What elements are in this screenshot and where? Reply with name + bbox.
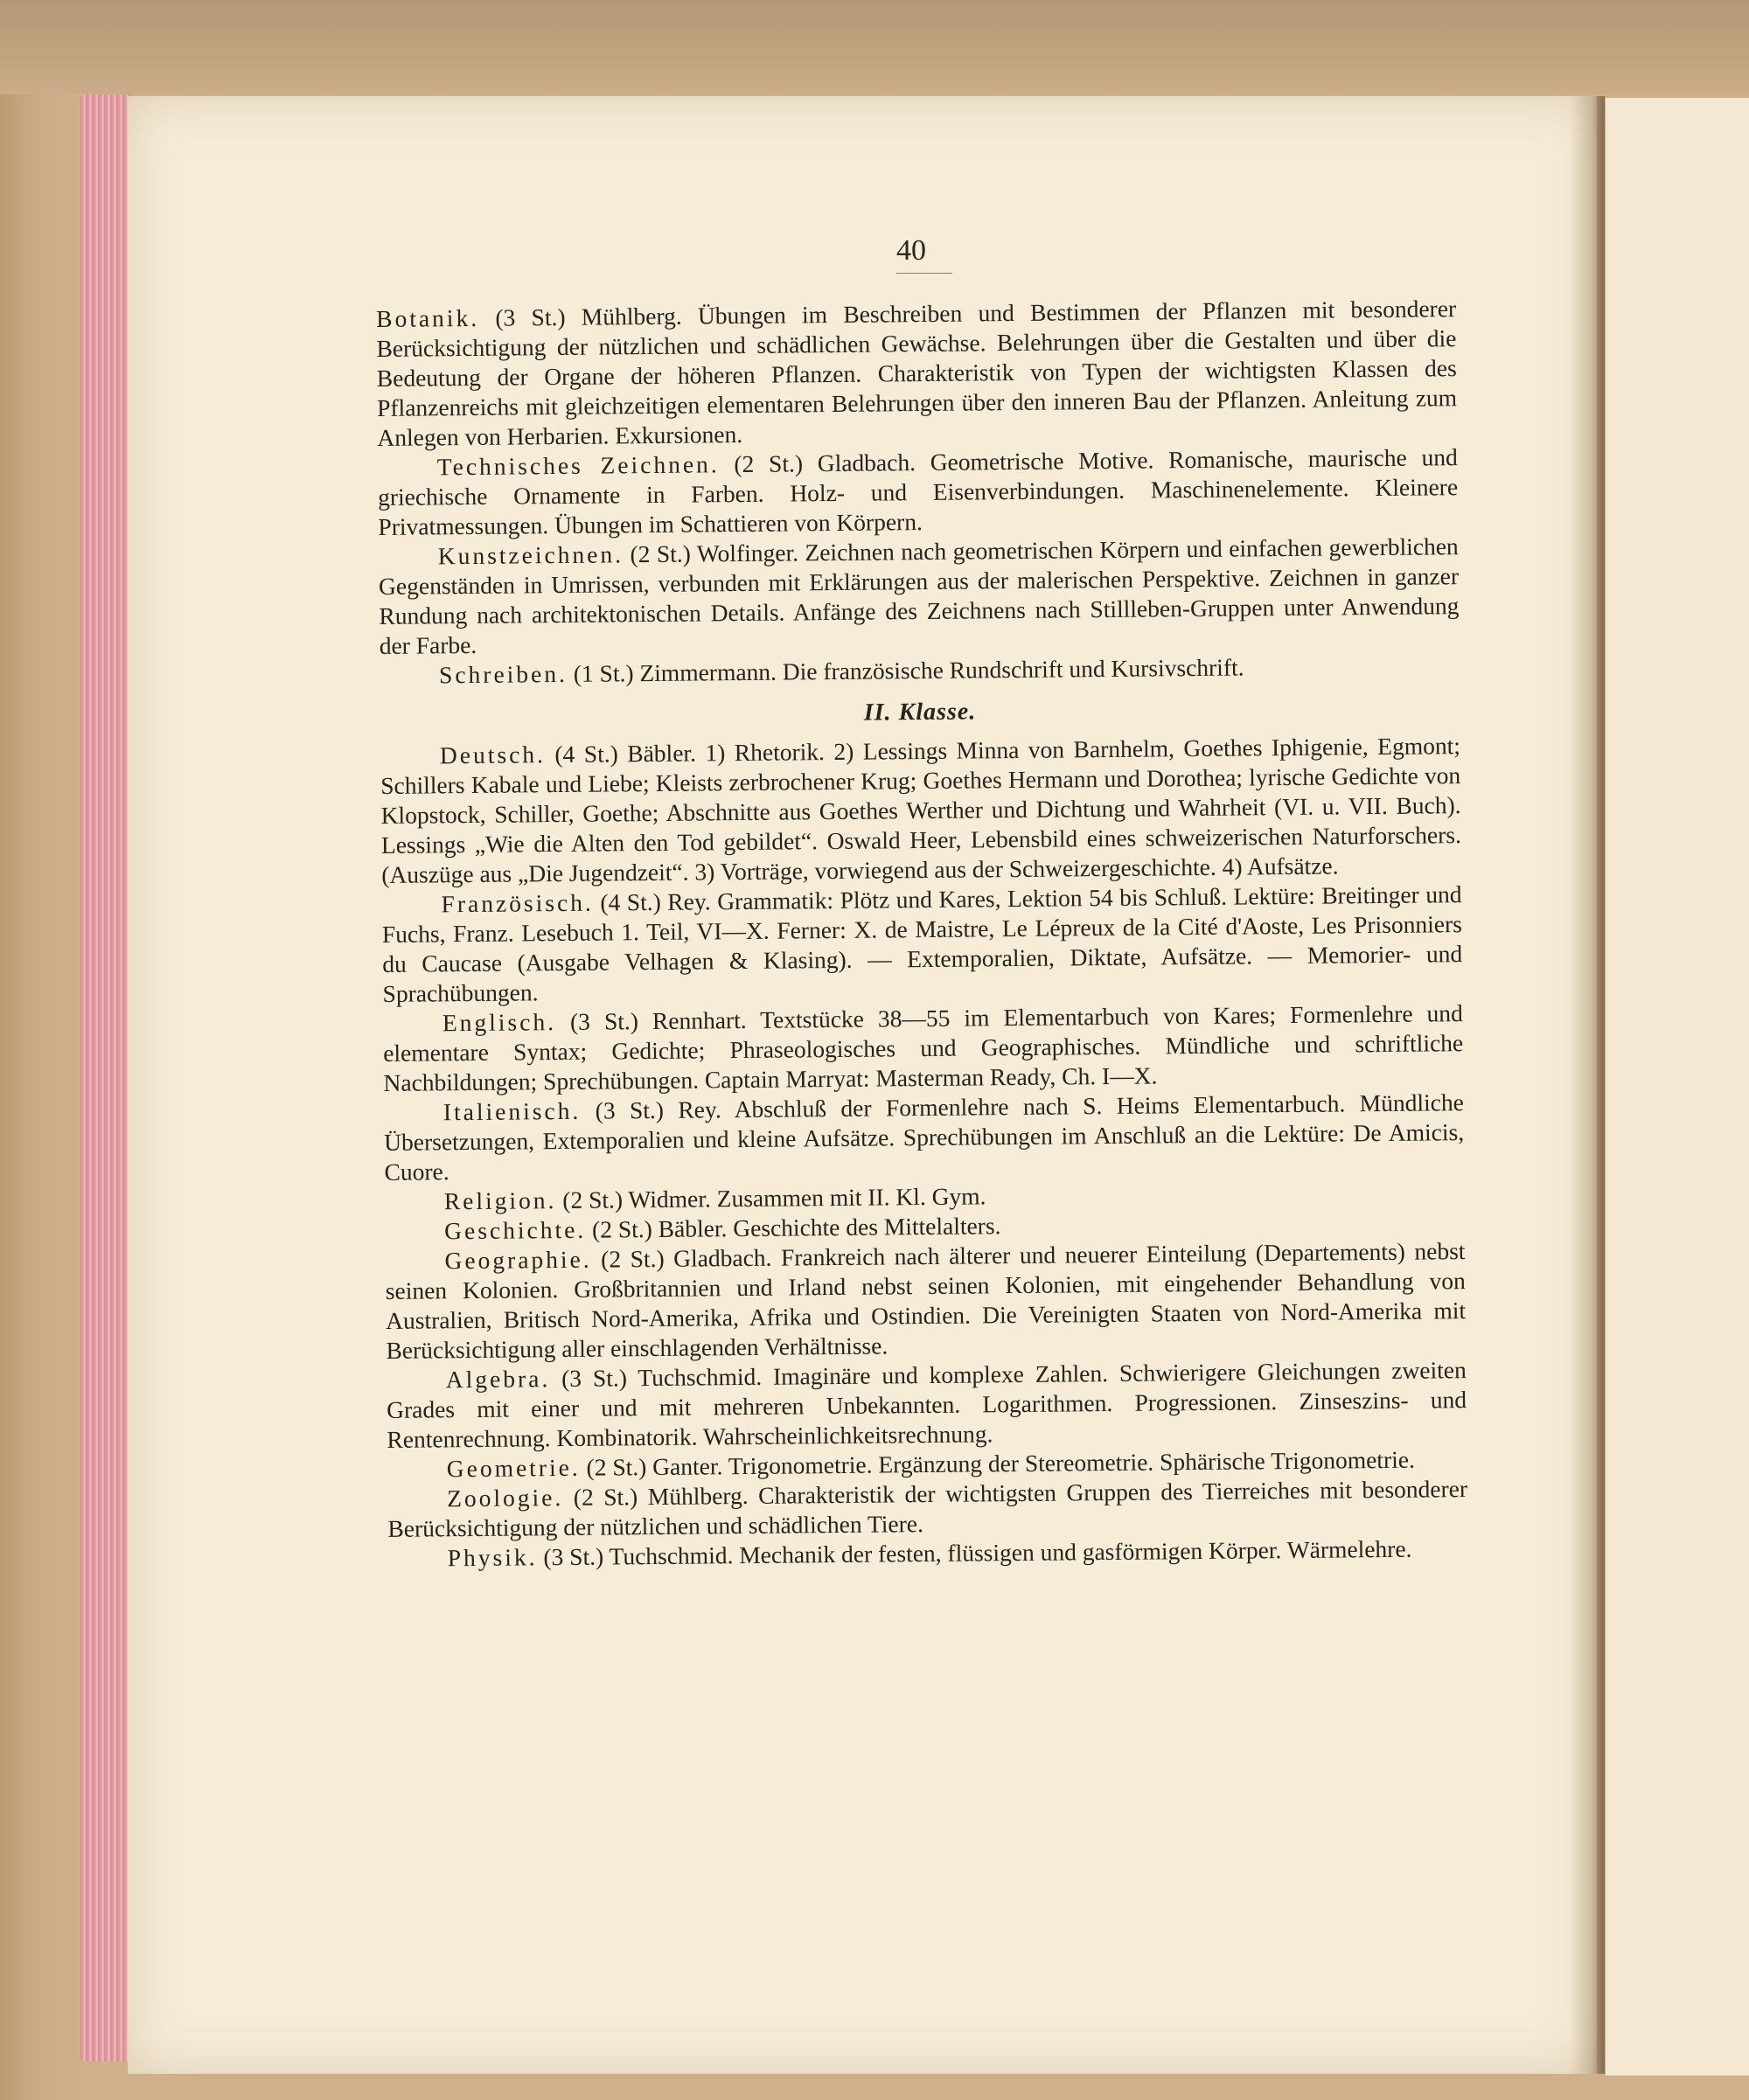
paragraph-text: (2 St.) Gladbach. Frankreich nach älterer und neuerer Einteilung (Departements) nebst seinen Kolonien. Großbritannien und Irland nebst seinen Kolonien, mit eingehender Behandlung von Australien, Britisch Nord-Amerika, Afrika und Ostindien. Die Vereinigten Staaten von Nord-Amerika mit Berücksichtigung aller einschlagenden Verhältnisse. [385,1237,1467,1364]
subject-name: Religion. [443,1186,557,1215]
paragraph-text: (4 St.) Bäbler. 1) Rhetorik. 2) Lessings Minna von Barnhelm, Goethes Iphigenie, Egmont; Schillers Kabale und Liebe; Kleists zerbrochener Krug; Goethes Hermann und Dorothea; lyrische Gedichte von Klopstock, Schiller, Goethe; Abschnitte aus Goethes Werther und Dichtung und Wahrheit (VI. u. VII. Buch). Lessings „Wie die Alten den Tod gebildet“. Oswald Heer, Lebensbild eines schweizerischen Naturforschers. (Auszüge aus „Die Jugendzeit“. 3) Vorträge, vorwiegend aus der Schweizergeschichte. 4) Aufsätze. [380,732,1462,888]
paragraph-text: (2 St.) Bäbler. Geschichte des Mittelalters. [586,1212,1001,1243]
paragraph-italienisch [384,1088,1465,1187]
paragraph-text: (3 St.) Rey. Abschluß der Formenlehre nach S. Heims Elementarbuch. Mündliche Übersetzungen, Extemporalien und kleine Aufsätze. Sprechübungen im Anschluß an die Lektüre: De Amicis, Cuore. [384,1088,1465,1186]
subject-name: Algebra. [445,1365,551,1394]
subject-name: Italienisch. [442,1096,582,1126]
paragraph-text: (3 St.) Mühlberg. Übungen im Beschreiben und Bestimmen der Pflanzen mit besonderer Berücksichtigung der nützlichen und schädlichen Gewächse. Belehrungen über die Gestalten und über die Bedeutung der Organe der höheren Pflanzen. Charakteristik von Typen der wichtigsten Klassen des Pflanzenreichs mit gleichzeitigen elementaren Belehrungen über den inneren Bau der Pflanzen. Anleitung zum Anlegen von Herbarien. Exkursionen. [376,295,1458,451]
paragraph-text: (1 St.) Zimmermann. Die französische Rundschrift und Kursivschrift. [567,653,1244,687]
paragraph-text: (2 St.) Ganter. Trigonometrie. Ergänzung der Stereometrie. Sphärische Trigonometrie. [580,1445,1416,1481]
paragraph-text: (2 St.) Mühlberg. Charakteristik der wichtigsten Gruppen des Tierreiches mit besonderer Berücksichtigung der nützlichen und schädlichen Tiere. [387,1475,1468,1542]
paragraph-zoologie [387,1474,1468,1544]
subject-name: Englisch. [442,1008,557,1037]
paragraph-text: (3 St.) Tuchschmid. Imaginäre und komplexe Zahlen. Schwierigere Gleichungen zweiten Grades mit einer und mit mehreren Unbekannten. Logarithmen. Progressionen. Zinseszins- und Rentenrechnung. Kombinatorik. Wahrscheinlichkeitsrechnung. [386,1356,1467,1453]
page-number: 40 [896,234,952,274]
paragraph-deutsch [380,731,1462,890]
subject-name: Physik. [447,1543,538,1572]
paragraph-algebra [387,1355,1467,1455]
subject-name: Französisch. [441,888,594,918]
paragraph-text: (3 St.) Tuchschmid. Mechanik der festen, flüssigen und gasförmigen Körper. Wärmelehre. [537,1534,1412,1571]
subject-name: Kunstzeichnen. [437,540,624,570]
page-body [376,294,1468,1574]
second-class-section [380,731,1468,1574]
first-class-section [376,294,1460,691]
paragraph-botanik [376,294,1458,453]
page-edge-red [80,94,131,2062]
paragraph-technisches-zeichnen [378,442,1459,542]
paragraph-englisch [383,998,1464,1098]
subject-name: Geographie. [444,1245,592,1275]
subject-name: Botanik. [376,303,480,332]
subject-name: Schreiben. [438,659,568,689]
paragraph-text: (2 St.) Wolfinger. Zeichnen nach geometrischen Körpern und einfachen gewerblichen Gegenständen in Umrissen, verbunden mit Erklärungen aus der malerischen Perspektive. Zeichnen in ganzer Rundung nach architektonischen Details. Anfänge des Zeichnens nach Stillleben-Gruppen unter Anwendung der Farbe. [378,532,1460,659]
facing-page-edge [1606,98,1749,2076]
paragraph-text: (2 St.) Gladbach. Geometrische Motive. Romanische, maurische und griechische Ornamente in Farben. Holz- und Eisenverbindungen. Maschinenelemente. Kleinere Privatmessungen. Übungen im Schattieren von Körpern. [377,443,1459,540]
paragraph-text: (4 St.) Rey. Grammatik: Plötz und Kares, Lektion 54 bis Schluß. Lektüre: Breitinger und Fuchs, Franz. Lesebuch 1. Teil, VI—X. Ferner: X. de Maistre, Le Lépreux de la Cité d'Aoste, Les Prisonniers du Caucase (Ausgabe Velhagen & Klasing). — Extemporalien, Diktate, Aufsätze. — Memorier- und Sprachübungen. [381,880,1463,1007]
book-gutter [1570,96,1605,2074]
paragraph-text: (2 St.) Widmer. Zusammen mit II. Kl. Gym. [556,1182,986,1214]
paragraph-text: (3 St.) Rennhart. Textstücke 38—55 im Elementarbuch von Kares; Formenlehre und elementare Syntax; Gedichte; Phraseologisches und Geographisches. Mündliche und schriftliche Nachbildungen; Sprechübungen. Captain Marryat: Masterman Ready, Ch. I—X. [383,999,1464,1096]
paragraph-kunstzeichnen [379,532,1460,661]
subject-name: Geometrie. [446,1453,581,1483]
subject-name: Geschichte. [444,1215,587,1245]
section-heading: II. Klasse. [863,698,977,727]
paragraph-franzoesisch [381,880,1462,1009]
subject-name: Deutsch. [439,741,547,769]
subject-name: Technisches Zeichnen. [436,450,720,481]
scan-background [0,0,1749,94]
paragraph-geographie [385,1236,1466,1366]
subject-name: Zoologie. [446,1484,564,1512]
